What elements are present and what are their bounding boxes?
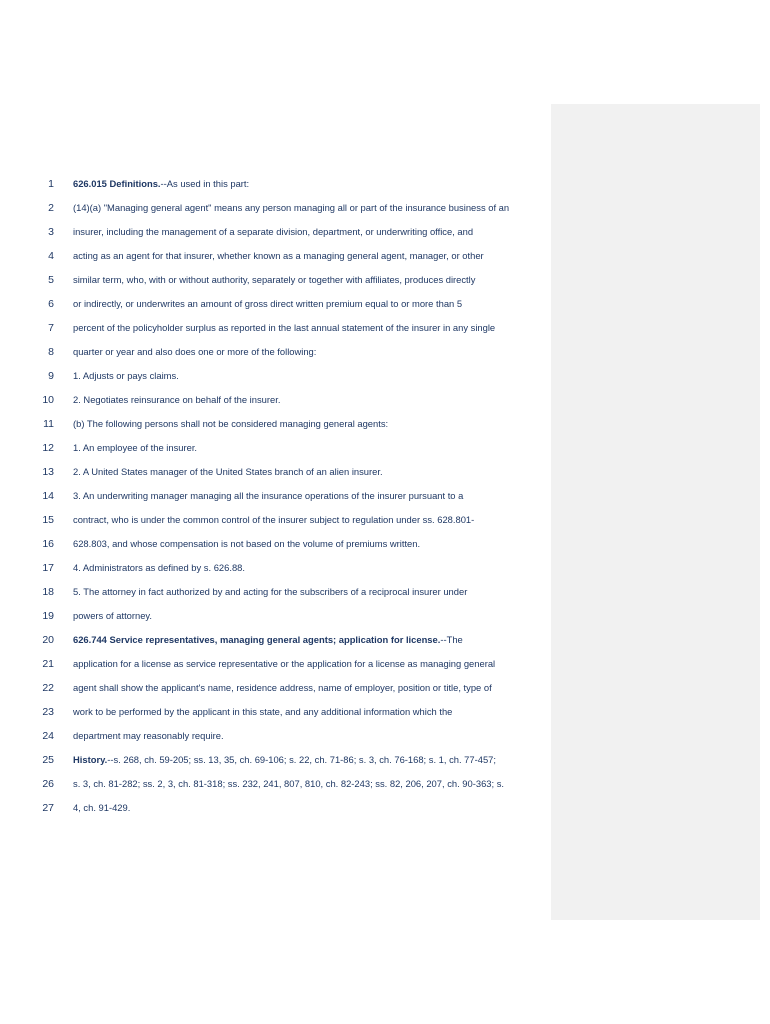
document-line [0, 748, 550, 772]
document-line [0, 364, 550, 388]
line-number: 19 [42, 610, 54, 622]
line-text-segment: 1. Adjusts or pays claims. [73, 370, 179, 381]
line-text [73, 220, 543, 244]
document-line [0, 244, 550, 268]
document-line [0, 436, 550, 460]
line-number: 10 [42, 394, 54, 406]
document-line [0, 676, 550, 700]
line-text [73, 508, 543, 532]
line-text-segment: similar term, who, with or without authority, separately or together with affiliates, produces directly [73, 274, 476, 285]
line-number: 22 [42, 682, 54, 694]
line-text-segment: acting as an agent for that insurer, whether known as a managing general agent, manager, or other [73, 250, 484, 261]
line-number: 23 [42, 706, 54, 718]
line-number: 1 [48, 178, 54, 190]
line-number: 5 [48, 274, 54, 286]
line-text [73, 556, 543, 580]
line-number: 27 [42, 802, 54, 814]
line-text [73, 724, 543, 748]
document-line [0, 220, 550, 244]
document-line [0, 628, 550, 652]
document-line [0, 388, 550, 412]
line-text-segment: 1. An employee of the insurer. [73, 442, 198, 453]
line-text [73, 532, 543, 556]
line-number: 15 [42, 514, 54, 526]
line-text [73, 340, 543, 364]
line-number: 9 [48, 370, 54, 382]
line-number: 13 [42, 466, 54, 478]
line-text-segment: or indirectly, or underwrites an amount of gross direct written premium equal to or more than 5 [73, 298, 463, 309]
document-line [0, 580, 550, 604]
document-line [0, 268, 550, 292]
line-number: 4 [48, 250, 54, 262]
line-text-segment: 628.803, and whose compensation is not based on the volume of premiums written. [73, 538, 421, 549]
document-line [0, 604, 550, 628]
document-line [0, 508, 550, 532]
line-text-segment: --s. 268, ch. 59-205; ss. 13, 35, ch. 69-106; s. 22, ch. 71-86; s. 3, ch. 76-168; s. 1, ch. 77-457; [107, 754, 496, 765]
line-text-segment: s. 3, ch. 81-282; ss. 2, 3, ch. 81-318; ss. 232, 241, 807, 810, ch. 82-243; ss. 82, 206, 207, ch. 90-363; s. [73, 778, 505, 789]
document-line [0, 724, 550, 748]
document-line [0, 316, 550, 340]
line-text [73, 772, 543, 796]
document-line [0, 772, 550, 796]
line-text-segment: powers of attorney. [73, 610, 153, 621]
line-text-segment: 5. The attorney in fact authorized by and acting for the subscribers of a reciprocal insurer under [73, 586, 468, 597]
line-text [73, 484, 543, 508]
line-text [73, 364, 543, 388]
line-text [73, 748, 543, 772]
line-text-segment: work to be performed by the applicant in this state, and any additional information which the [73, 706, 453, 717]
line-text-segment: --As used in this part: [160, 178, 250, 189]
line-text-segment: (14)(a) "Managing general agent" means any person managing all or part of the insurance business of an [73, 202, 510, 213]
line-text-segment: insurer, including the management of a separate division, department, or underwriting office, and [73, 226, 474, 237]
document-line [0, 700, 550, 724]
document-line [0, 196, 550, 220]
line-number: 3 [48, 226, 54, 238]
document-line [0, 412, 550, 436]
bold-text: 626.744 Service representatives, managing general agents; application for license. [73, 634, 441, 645]
document-line [0, 340, 550, 364]
line-number: 24 [42, 730, 54, 742]
line-text-segment: department may reasonably require. [73, 730, 224, 741]
line-number: 18 [42, 586, 54, 598]
line-text-segment: --The [440, 634, 463, 645]
document-line [0, 796, 550, 820]
document-line [0, 292, 550, 316]
line-text [73, 604, 543, 628]
line-number: 8 [48, 346, 54, 358]
line-text [73, 292, 543, 316]
document-line [0, 532, 550, 556]
line-number: 12 [42, 442, 54, 454]
line-text-segment: contract, who is under the common control of the insurer subject to regulation under ss. 628.801- [73, 514, 475, 525]
line-text [73, 796, 543, 820]
line-text [73, 580, 543, 604]
line-text-segment: application for a license as service representative or the application for a license as managing general [73, 658, 496, 669]
line-text-segment: (b) The following persons shall not be considered managing general agents: [73, 418, 389, 429]
line-number: 7 [48, 322, 54, 334]
line-text [73, 436, 543, 460]
document-line [0, 460, 550, 484]
line-number: 16 [42, 538, 54, 550]
bold-text: 626.015 Definitions. [73, 178, 161, 189]
line-text [73, 172, 543, 196]
line-number: 6 [48, 298, 54, 310]
line-text [73, 388, 543, 412]
line-text [73, 196, 543, 220]
line-number: 14 [42, 490, 54, 502]
document-line [0, 652, 550, 676]
line-text-segment: 2. A United States manager of the United States branch of an alien insurer. [73, 466, 383, 477]
line-number: 17 [42, 562, 54, 574]
line-text-segment: 3. An underwriting manager managing all the insurance operations of the insurer pursuant to a [73, 490, 464, 501]
document-line [0, 556, 550, 580]
document-body [0, 172, 550, 820]
document-line [0, 172, 550, 196]
line-text-segment: 4, ch. 91-429. [73, 802, 131, 813]
line-text [73, 316, 543, 340]
line-text [73, 244, 543, 268]
line-text [73, 652, 543, 676]
line-text [73, 676, 543, 700]
line-number: 25 [42, 754, 54, 766]
line-number: 2 [48, 202, 54, 214]
line-text [73, 700, 543, 724]
line-text [73, 412, 543, 436]
bold-text: History. [73, 754, 108, 765]
comment-pane [551, 104, 760, 920]
line-text-segment: 2. Negotiates reinsurance on behalf of the insurer. [73, 394, 281, 405]
line-text [73, 628, 543, 652]
line-text [73, 268, 543, 292]
line-text-segment: agent shall show the applicant's name, residence address, name of employer, position or title, type of [73, 682, 492, 693]
document-line [0, 484, 550, 508]
line-number: 26 [42, 778, 54, 790]
line-number: 21 [42, 658, 54, 670]
line-text-segment: 4. Administrators as defined by s. 626.88. [73, 562, 245, 573]
line-number: 20 [42, 634, 54, 646]
line-text-segment: percent of the policyholder surplus as reported in the last annual statement of the insurer in any single [73, 322, 496, 333]
line-text-segment: quarter or year and also does one or more of the following: [73, 346, 317, 357]
line-text [73, 460, 543, 484]
line-number: 11 [43, 418, 54, 430]
